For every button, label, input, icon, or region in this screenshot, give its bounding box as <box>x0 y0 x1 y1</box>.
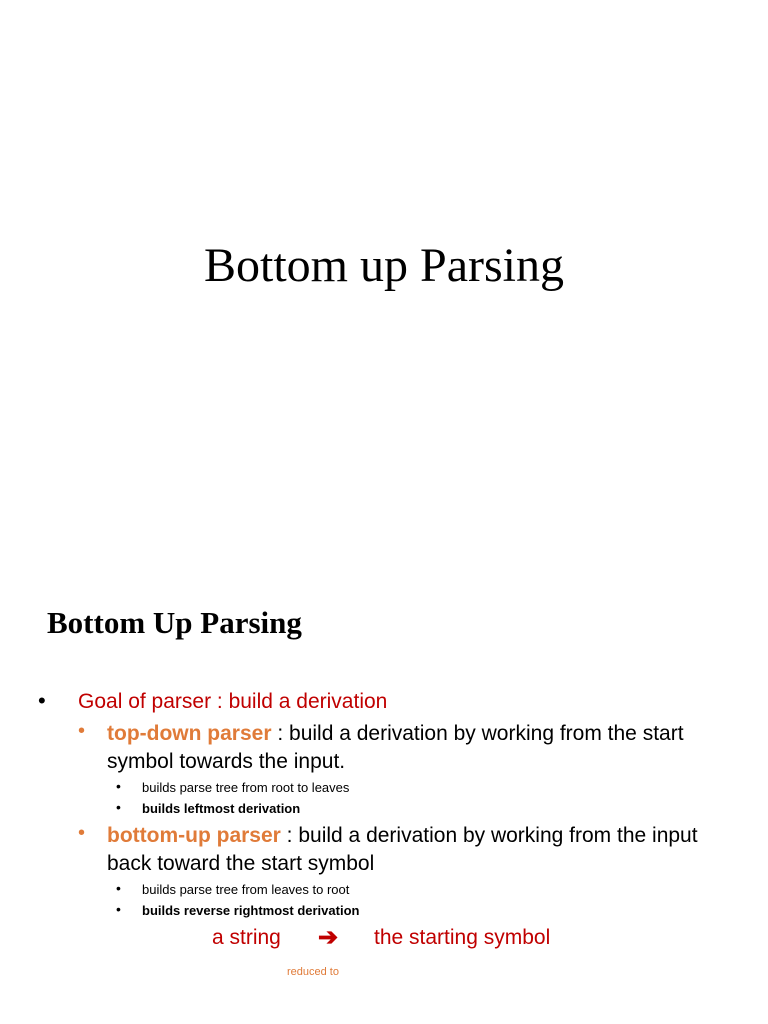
top-down-keyword: top-down parser <box>107 722 272 745</box>
bullet-icon: • <box>38 688 46 713</box>
example-left: a string <box>212 926 281 949</box>
top-down-subitem: builds parse tree from root to leaves <box>142 780 350 795</box>
section-title: Bottom Up Parsing <box>47 605 302 640</box>
bottom-up-item <box>107 822 747 878</box>
top-down-item <box>107 720 747 776</box>
bullet-icon: • <box>116 778 121 794</box>
bottom-up-text: : build a derivation by working from the input back toward the start symbol <box>107 824 698 875</box>
bullet-icon: • <box>116 799 121 815</box>
reduced-to-note: reduced to <box>287 966 339 978</box>
slide-title: Bottom up Parsing <box>203 239 565 292</box>
top-down-subitem: builds leftmost derivation <box>142 801 301 816</box>
example-right: the starting symbol <box>374 926 551 949</box>
bottom-up-subitem: builds reverse rightmost derivation <box>142 903 360 918</box>
bottom-up-subitem: builds parse tree from leaves to root <box>142 882 350 897</box>
bottom-up-keyword: bottom-up parser <box>107 824 281 847</box>
bullet-icon: • <box>78 822 86 844</box>
bullet-icon: • <box>78 720 86 742</box>
bullet-icon: • <box>116 880 121 896</box>
goal-text: Goal of parser : build a derivation <box>78 690 388 713</box>
bullet-icon: • <box>116 901 121 917</box>
arrow-right-icon: ➔ <box>318 924 339 951</box>
top-down-text: : build a derivation by working from the start symbol towards the input. <box>107 722 684 773</box>
